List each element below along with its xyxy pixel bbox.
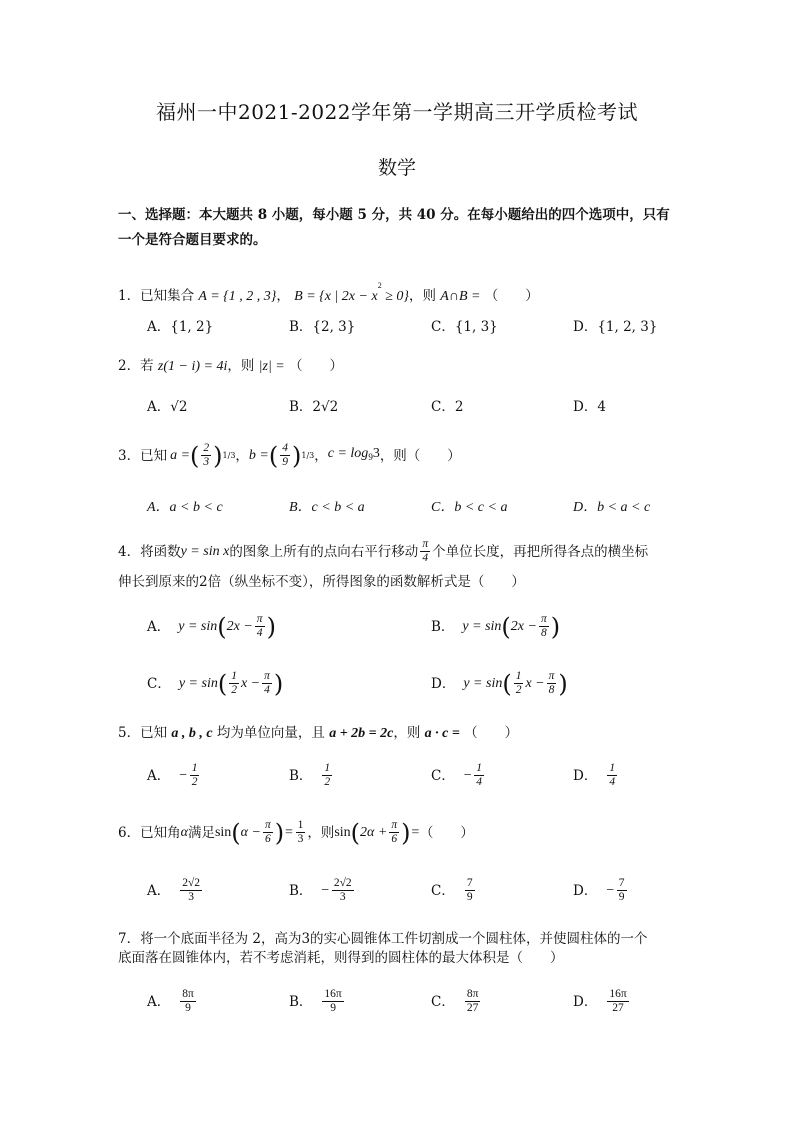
q6-frac2-den: 6 <box>391 833 398 845</box>
q3-log: c = log <box>327 446 369 461</box>
q6-text2: 满足 <box>187 824 215 841</box>
exam-title: 福州一中2021-2022学年第一学期高三开学质检考试 <box>155 100 639 124</box>
section-heading-line2: 一个是符合题目要求的。 <box>118 232 267 248</box>
q4-b-fd: 8 <box>540 627 547 639</box>
q6-alpha: α <box>180 824 188 840</box>
q1-text: 1．已知集合 <box>118 288 195 304</box>
question-4-option-d <box>431 670 568 697</box>
question-6-option-c <box>431 877 477 904</box>
q6-d-sign: − <box>605 882 615 898</box>
q3-b-exp: 1/3 <box>301 450 315 460</box>
q3-paren-open-b: ( <box>268 441 279 470</box>
question-7-stem-line1: 7．将一个底面半径为 2，高为3的实心圆锥体工件切割成一个圆柱体，并使圆柱体的一个 <box>118 931 648 947</box>
q3-a-num: 2 <box>203 442 210 454</box>
q4-c-label: C． <box>147 675 171 692</box>
q6-value <box>296 819 306 846</box>
question-1-option-b: B．{2, 3} <box>289 319 356 335</box>
q5-d-label: D． <box>573 767 598 784</box>
q7-b-fraction <box>322 988 343 1015</box>
q4-d-cd: 2 <box>515 684 522 696</box>
q3-a-exp: 1/3 <box>222 450 236 460</box>
q4-a-paren-close: ) <box>266 612 276 641</box>
q6-c-label: C． <box>431 882 455 899</box>
q1-comma: ， <box>276 288 290 304</box>
q4-d-coef <box>514 670 524 697</box>
q4-text3: 个单位长度，再把所得各点的横坐标 <box>432 543 649 560</box>
q7-b-label: B． <box>289 993 313 1010</box>
q4-a-fd: 4 <box>256 627 263 639</box>
q5-c-label: C． <box>431 767 455 784</box>
q7-d-den: 27 <box>612 1002 624 1014</box>
q5-then: ，则 <box>393 725 421 741</box>
q3-paren-close-b: ) <box>292 441 302 470</box>
q7-b-den: 9 <box>330 1002 336 1014</box>
q4-d-label: D． <box>431 675 456 692</box>
q6-c-den: 9 <box>466 891 473 903</box>
q7-a-num: 8π <box>182 988 194 1000</box>
question-1-option-a: A．{1, 2} <box>147 319 214 335</box>
q6-frac1-den: 6 <box>264 833 271 845</box>
q7-d-fraction <box>607 988 628 1015</box>
q1-then: ，则 <box>408 288 436 304</box>
q6-arg1: α − <box>240 824 261 840</box>
question-5-option-d <box>573 762 619 789</box>
q4-shift-fraction <box>420 538 430 565</box>
q5-b-fraction <box>322 762 332 789</box>
q1-set-b-tail: ≥ 0} <box>381 289 409 304</box>
q2-text: 2．若 <box>118 358 154 374</box>
q6-frac1 <box>263 819 273 846</box>
q5-d-num: 1 <box>609 762 616 774</box>
question-4-option-c <box>147 670 283 697</box>
q4-c-fraction <box>262 670 272 697</box>
q4-b-paren-open: ( <box>501 612 511 641</box>
question-6-option-a <box>147 877 204 904</box>
q5-d-den: 4 <box>609 776 616 788</box>
q4-a-paren-open: ( <box>217 612 227 641</box>
q3-log-base: 9 <box>368 452 373 462</box>
q6-d-num: 7 <box>618 877 625 889</box>
q5-a-den: 2 <box>191 776 198 788</box>
q3-comma1: ， <box>235 447 249 464</box>
q4-c-fn: π <box>264 670 270 682</box>
q1-set-b-body: B = {x | 2x − x <box>294 289 378 304</box>
q6-a-num: 2√2 <box>182 877 201 889</box>
q4-d-paren-close: ) <box>558 669 568 698</box>
q3-text: 3．已知 <box>118 447 168 464</box>
question-4-stem-line2: 伸长到原来的2倍（纵坐标不变），所得图象的函数解析式是（ ） <box>118 574 525 590</box>
q4-a-fraction <box>255 613 265 640</box>
q6-blank: （ ） <box>419 824 474 841</box>
q6-sin2: sin <box>334 824 351 840</box>
q5-c-num: 1 <box>476 762 483 774</box>
q4-b-label: B． <box>431 618 455 635</box>
question-7-option-c <box>431 988 482 1015</box>
q6-frac2 <box>389 819 399 846</box>
q3-a-eq: a = <box>170 447 191 463</box>
q3-paren-close: ) <box>213 441 223 470</box>
q5-b-label: B． <box>289 767 313 784</box>
q6-b-label: B． <box>289 882 313 899</box>
q4-b-fn: π <box>540 613 547 625</box>
question-1-option-c: C．{1, 3} <box>431 319 498 335</box>
q6-paren2-open: ( <box>350 818 361 847</box>
q7-c-fraction <box>465 988 481 1015</box>
q7-d-num: 16π <box>609 988 627 1000</box>
q1-exponent: 2 <box>377 281 382 290</box>
q4-c-paren-close: ) <box>273 669 284 698</box>
q1-set-b <box>294 281 409 304</box>
q7-c-label: C． <box>431 993 455 1010</box>
q4-shift-num: π <box>422 538 429 550</box>
question-4-option-a <box>147 613 276 640</box>
q5-c-den: 4 <box>476 776 483 788</box>
q6-b-num: 2√2 <box>333 877 352 889</box>
question-6-option-b <box>289 877 356 904</box>
q6-eq: = <box>284 824 294 840</box>
question-5-option-c <box>431 762 486 789</box>
q5-equation: a + 2b = 2c <box>329 726 394 741</box>
q6-c-fraction <box>465 877 475 904</box>
question-6-stem <box>118 819 474 846</box>
q4-d-fn: π <box>548 670 555 682</box>
q6-eq2: = <box>410 824 420 840</box>
q5-a-fraction <box>190 762 200 789</box>
q4-c-fd: 4 <box>264 684 270 696</box>
q6-c-num: 7 <box>466 877 473 889</box>
q2-equation: z(1 − i) = 4i <box>157 359 228 374</box>
q5-a-num: 1 <box>191 762 198 774</box>
q6-paren2-close: ) <box>401 818 411 847</box>
q4-b-paren-close: ) <box>550 612 561 641</box>
q7-c-num: 8π <box>466 988 479 1000</box>
q7-c-den: 27 <box>466 1002 479 1014</box>
q3-a-den: 3 <box>203 456 210 468</box>
q4-b-lead: 2x − <box>510 618 537 634</box>
q5-a-sign: − <box>178 767 188 783</box>
q5-d-fraction <box>607 762 617 789</box>
q6-a-den: 3 <box>188 891 195 903</box>
q4-d-paren-open: ( <box>502 669 512 698</box>
question-2-option-c: C．2 <box>431 399 464 415</box>
q4-c-pre: y = sin <box>178 675 218 691</box>
q6-value-num: 1 <box>297 819 304 831</box>
question-5-stem <box>118 721 518 746</box>
q6-a-fraction <box>180 877 202 904</box>
q6-a-label: A． <box>147 882 171 899</box>
q5-a-label: A． <box>147 767 171 784</box>
question-1-stem <box>118 274 539 309</box>
q4-a-lead: 2x − <box>226 618 253 634</box>
q6-d-den: 9 <box>618 891 625 903</box>
q5-blank: （ ） <box>464 725 519 741</box>
q3-a-fraction <box>201 442 211 469</box>
q6-b-den: 3 <box>339 891 346 903</box>
q3-comma2: ， <box>314 447 328 464</box>
q6-paren1-open: ( <box>231 818 241 847</box>
q4-d-cn: 1 <box>515 670 522 682</box>
q6-frac2-num: π <box>391 819 398 831</box>
q2-then: ，则 <box>227 358 255 374</box>
q4-d-pre: y = sin <box>463 675 503 691</box>
question-2-option-b: B．2√2 <box>289 399 339 415</box>
q6-arg2: 2α + <box>360 824 388 840</box>
q6-paren1-close: ) <box>274 818 285 847</box>
q5-text: 5．已知 <box>118 725 168 741</box>
question-3-option-a: A．a < b < c <box>147 500 223 515</box>
q6-sin1: sin <box>214 824 232 840</box>
q4-d-mid: x − <box>525 675 545 691</box>
q6-d-label: D． <box>573 882 598 899</box>
q2-blank: （ ） <box>289 358 344 374</box>
q6-text: 6．已知角 <box>118 824 181 841</box>
q6-value-den: 3 <box>297 833 304 845</box>
q4-d-fd: 8 <box>548 684 555 696</box>
question-3-stem <box>118 442 461 469</box>
q4-a-label: A． <box>147 618 171 635</box>
q6-frac1-num: π <box>264 819 271 831</box>
section-heading-line1: 一、选择题：本大题共 8 小题，每小题 5 分，共 40 分。在每小题给出的四个选项中，只有 <box>118 207 670 223</box>
q2-modulus: |z| = <box>258 359 285 374</box>
q4-text2: 的图象上所有的点向右平行移动 <box>229 543 419 560</box>
q3-log-arg: 3 <box>372 446 380 461</box>
question-7-option-d <box>573 988 631 1015</box>
q5-vectors: a , b , c <box>171 726 213 741</box>
q4-c-mid: x − <box>240 675 261 691</box>
question-7-option-a <box>147 988 198 1015</box>
q7-d-label: D． <box>573 993 598 1010</box>
q6-d-fraction <box>617 877 627 904</box>
q7-a-den: 9 <box>185 1002 191 1014</box>
q6-b-sign: − <box>320 882 330 898</box>
q4-c-cd: 2 <box>231 684 237 696</box>
q7-a-fraction <box>180 988 196 1015</box>
question-7-option-b <box>289 988 346 1015</box>
question-3-option-c: C．b < c < a <box>431 500 508 515</box>
q5-b-den: 2 <box>324 776 331 788</box>
q4-a-pre: y = sin <box>178 618 218 634</box>
q5-text2: 均为单位向量，且 <box>216 725 325 741</box>
q5-dot-product: a · c = <box>424 726 460 741</box>
question-5-option-a <box>147 762 201 789</box>
q3-c-eq <box>328 442 380 469</box>
q4-c-paren-open: ( <box>217 669 228 698</box>
q1-intersection: A∩B = <box>440 289 481 304</box>
section-heading <box>118 203 688 253</box>
q1-blank: （ ） <box>484 288 539 304</box>
question-6-option-d <box>573 877 629 904</box>
q3-b-eq: b = <box>248 447 269 463</box>
q4-text: 4．将函数 <box>118 543 181 560</box>
q6-then: ，则 <box>307 824 335 841</box>
q3-b-den: 9 <box>282 456 288 468</box>
q3-b-fraction <box>280 442 290 469</box>
q6-b-fraction <box>332 877 354 904</box>
q4-a-fn: π <box>256 613 263 625</box>
q4-function: y = sin x <box>180 543 230 559</box>
question-3-option-b: B．c < b < a <box>289 500 365 515</box>
q7-a-label: A． <box>147 993 171 1010</box>
question-2-option-a: A．√2 <box>147 399 188 415</box>
question-4-stem-line1 <box>118 538 648 565</box>
q4-c-cn: 1 <box>231 670 237 682</box>
q5-c-fraction <box>474 762 484 789</box>
q7-b-num: 16π <box>324 988 342 1000</box>
q3-paren-open: ( <box>190 441 200 470</box>
q4-b-fraction <box>539 613 549 640</box>
q4-d-fraction <box>547 670 557 697</box>
q4-shift-den: 4 <box>422 552 429 564</box>
q3-b-num: 4 <box>282 442 288 454</box>
question-2-stem <box>118 354 343 379</box>
q5-b-num: 1 <box>324 762 331 774</box>
q3-blank: ，则（ ） <box>379 447 461 464</box>
q1-set-a: A = {1 , 2 , 3} <box>198 289 277 304</box>
q4-b-pre: y = sin <box>462 618 502 634</box>
question-1-option-d: D．{1, 2, 3} <box>573 319 658 335</box>
q5-c-sign: − <box>462 767 473 783</box>
question-7-stem-line2: 底面落在圆锥体内，若不考虑消耗，则得到的圆柱体的最大体积是（ ） <box>118 950 564 966</box>
question-2-option-d: D．4 <box>573 399 606 415</box>
question-5-option-b <box>289 762 334 789</box>
question-3-option-d: D．b < a < c <box>573 500 651 515</box>
q4-c-coef <box>229 670 239 697</box>
question-4-option-b <box>431 613 560 640</box>
subject-title: 数学 <box>377 157 416 179</box>
